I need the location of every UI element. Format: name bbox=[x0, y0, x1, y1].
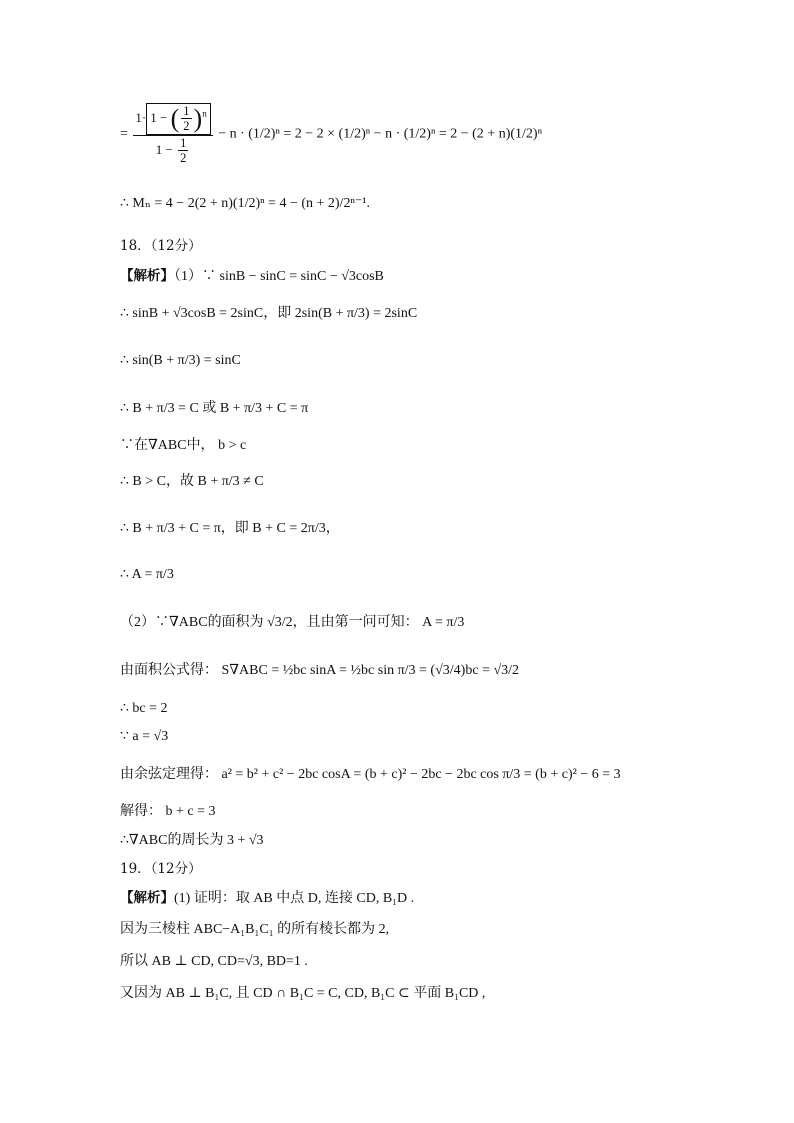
q18-p2e: ，且由第一问可知： bbox=[292, 615, 419, 630]
q18-line-15 bbox=[120, 832, 264, 850]
q18-line-6b: B + π/3 ≠ C bbox=[197, 474, 264, 489]
q18-line-10a: 由面积公式得： bbox=[120, 663, 218, 678]
q19-line-4: 又因为 AB ⊥ B₁C, 且 CD ∩ B₁C = C, CD, B₁C ⊂ 平面 B₁CD , bbox=[120, 986, 486, 1001]
formula-line-2: ∴ Mₙ = 4 − 2(2 + n)(1/2)ⁿ = 4 − (n + 2)/2ⁿ⁻¹. bbox=[120, 196, 370, 211]
q18-part1-line bbox=[120, 268, 384, 286]
q18-p2d: √3/2 bbox=[267, 615, 293, 630]
formula-line-1-rest: − n · (1/2)ⁿ = 2 − 2 × (1/2)ⁿ − n · (1/2)ⁿ = 2 − (2 + n)(1/2)ⁿ bbox=[218, 126, 542, 142]
q18-line-5d: b > c bbox=[218, 438, 247, 453]
analysis-tag-19: 【解析】 bbox=[120, 890, 174, 906]
formula-line-1: = 1· 1 − ( $\frac{1}{2}$ )$^n$ 1 − $\frac{1}{2}$ − n · (1/2)ⁿ = 2 − 2 × (1/2)ⁿ − n · (1/2)ⁿ = 2 − (2 + n)(1/2)ⁿ bbox=[120, 103, 542, 166]
q18-line-4a: ∴ B + π/3 = C bbox=[120, 401, 199, 416]
q19-line-2: 因为三棱柱 ABC−A₁B₁C₁ 的所有棱长都为 2, bbox=[120, 922, 390, 937]
q19-part1-text: (1) 证明：取 AB 中点 D, 连接 CD, B₁D . bbox=[174, 891, 415, 906]
q18-line-10 bbox=[120, 662, 519, 680]
q19-line-3: 所以 AB ⊥ CD, CD=√3, BD=1 . bbox=[120, 954, 308, 969]
q18-line-5b: ∇ABC bbox=[148, 438, 187, 453]
q18-line-5 bbox=[120, 437, 246, 455]
question-18-heading: 18．（12分） bbox=[120, 238, 202, 254]
q18-line-6 bbox=[120, 473, 264, 491]
q18-line-2 bbox=[120, 305, 417, 323]
q18-line-7 bbox=[120, 520, 340, 538]
geometric-sum-fraction: 1· 1 − ( $\frac{1}{2}$ )$^n$ 1 − $\frac{1}{2}$ bbox=[133, 103, 212, 166]
q18-line-5a: ∵在 bbox=[120, 438, 148, 453]
q18-line-4-or: 或 bbox=[202, 401, 217, 416]
q18-line-2b: 2sin(B + π/3) = 2sinC bbox=[294, 306, 418, 321]
question-19-heading: 19．（12分） bbox=[120, 861, 202, 877]
q18-line-5c: 中， bbox=[186, 438, 215, 453]
q18-line-8: ∴ A = π/3 bbox=[120, 567, 174, 582]
q18-part2-line bbox=[120, 614, 464, 632]
q18-line-14 bbox=[120, 803, 216, 821]
q18-line-4b: B + π/3 + C = π bbox=[219, 401, 309, 416]
q18-part1-text: （1）∵ sinB − sinC = sinC − √3cosB bbox=[174, 269, 384, 284]
q18-line-13 bbox=[120, 766, 621, 784]
q18-line-11: ∴ bc = 2 bbox=[120, 701, 168, 716]
q18-line-7b: B + C = 2π/3， bbox=[252, 521, 340, 536]
q18-line-2a: ∴ sinB + √3cosB = 2sinC，即 bbox=[120, 306, 292, 321]
q18-line-14b: b + c = 3 bbox=[165, 804, 216, 819]
q18-line-13a: 由余弦定理得： bbox=[120, 767, 218, 782]
analysis-tag: 【解析】 bbox=[120, 268, 174, 284]
q18-line-4 bbox=[120, 400, 308, 418]
q18-p2b: ∇ABC bbox=[169, 615, 208, 630]
q18-line-10b: S∇ABC = ½bc sinA = ½bc sin π/3 = (√3/4)bc = √3/2 bbox=[221, 663, 520, 678]
q18-line-12: ∵ a = √3 bbox=[120, 729, 169, 744]
q19-part1-line bbox=[120, 890, 414, 908]
q18-line-3: ∴ sin(B + π/3) = sinC bbox=[120, 353, 241, 368]
q18-p2a: （2）∵ bbox=[120, 615, 169, 630]
q18-p2c: 的面积为 bbox=[207, 615, 264, 630]
q18-line-14a: 解得： bbox=[120, 804, 162, 819]
q18-p2f: A = π/3 bbox=[422, 615, 465, 630]
q18-line-7a: ∴ B + π/3 + C = π，即 bbox=[120, 521, 249, 536]
q18-line-13b: a² = b² + c² − 2bc cosA = (b + c)² − 2bc − 2bc cos π/3 = (b + c)² − 6 = 3 bbox=[221, 767, 621, 782]
q18-line-15b: 3 + √3 bbox=[226, 833, 264, 848]
q18-line-6a: ∴ B > C，故 bbox=[120, 474, 194, 489]
q18-line-15a: ∴∇ABC的周长为 bbox=[120, 833, 224, 848]
